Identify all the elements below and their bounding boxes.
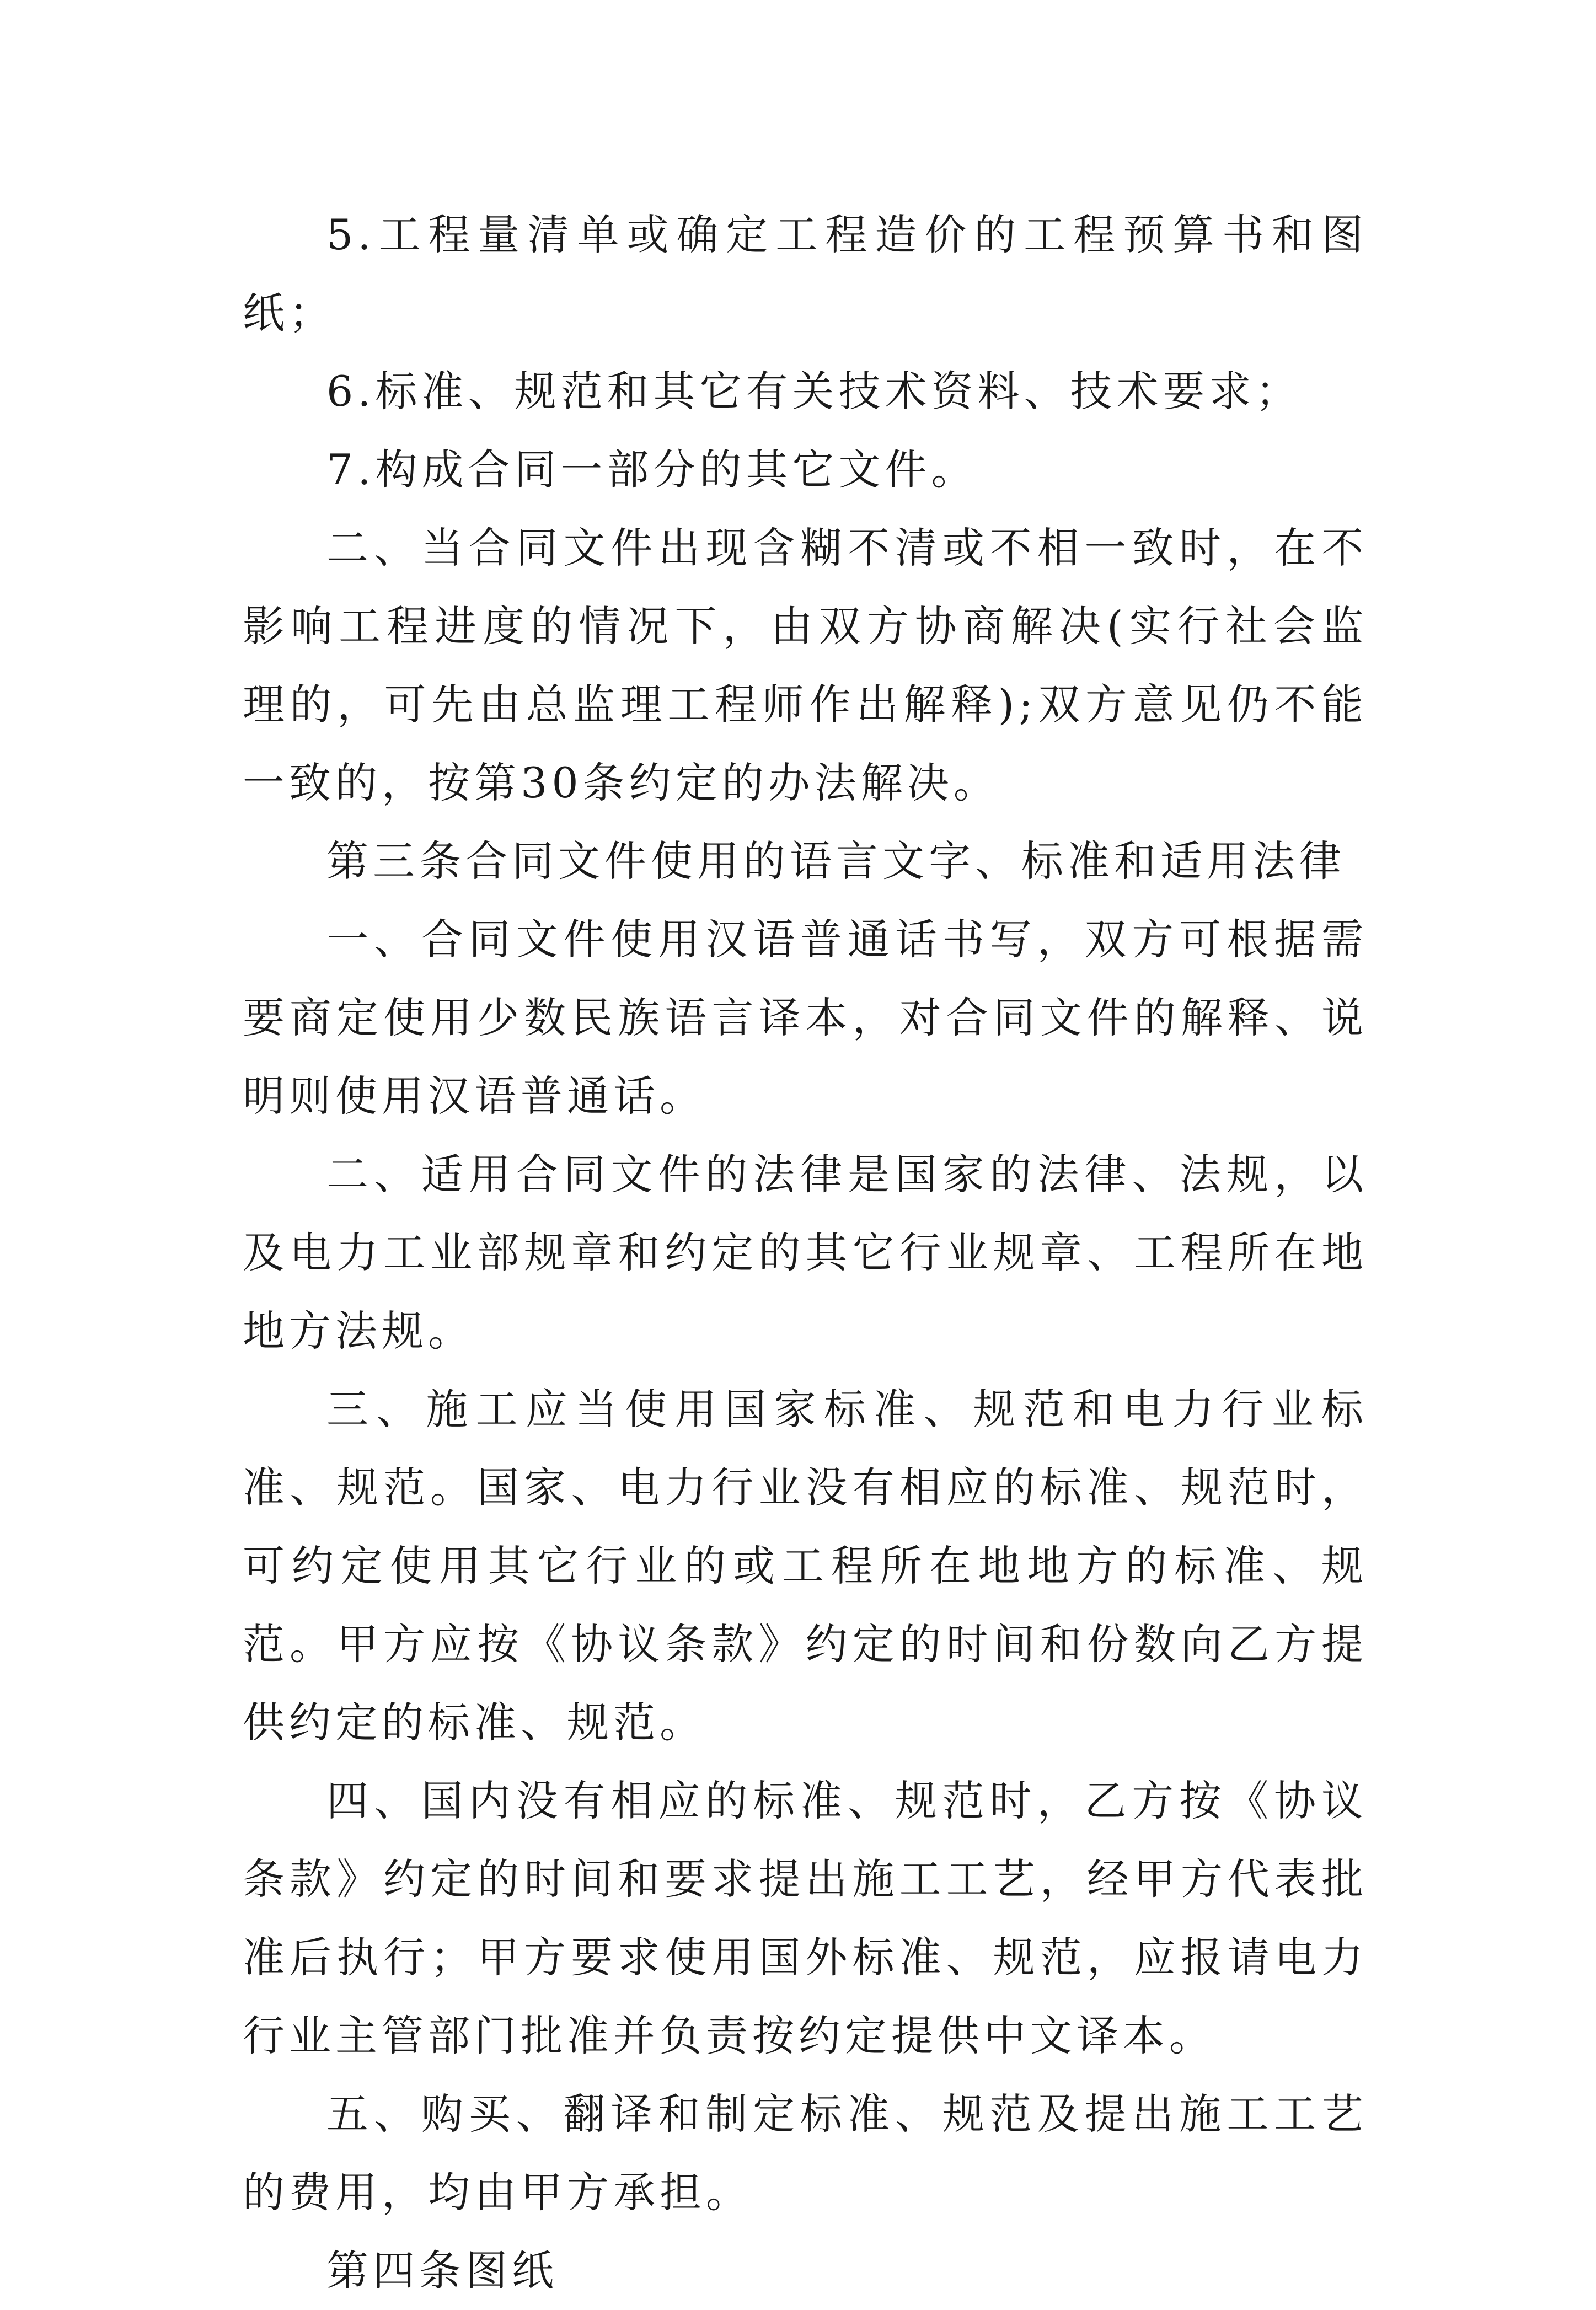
document-body <box>243 196 1368 2310</box>
article-heading-4: 第四条图纸 <box>326 2246 558 2295</box>
clause-paragraph: 一、合同文件使用汉语普通话书写，双方可根据需要商定使用少数民族语言译本，对合同文件的解释、说明则使用汉语普通话。 <box>243 915 1368 1121</box>
clause-paragraph: 四、国内没有相应的标准、规范时，乙方按《协议条款》约定的时间和要求提出施工工艺，经甲方代表批准后执行；甲方要求使用国外标准、规范，应报请电力行业主管部门批准并负责按约定提供中文译本。 <box>243 1776 1368 2060</box>
list-item-5: 5.工程量清单或确定工程造价的工程预算书和图纸； <box>243 210 1368 337</box>
clause-paragraph: 五、购买、翻译和制定标准、规范及提出施工工艺的费用，均由甲方承担。 <box>243 2089 1368 2217</box>
list-item-6: 6.标准、规范和其它有关技术资料、技术要求； <box>326 367 1302 416</box>
list-item-7: 7.构成合同一部分的其它文件。 <box>326 445 978 494</box>
clause-paragraph: 二、适用合同文件的法律是国家的法律、法规，以及电力工业部规章和约定的其它行业规章、工程所在地地方法规。 <box>243 1150 1368 1355</box>
article-heading-3: 第三条合同文件使用的语言文字、标准和适用法律 <box>326 837 1346 886</box>
clause-paragraph: 二、当合同文件出现含糊不清或不相一致时，在不影响工程进度的情况下，由双方协商解决(实行社会监理的，可先由总监理工程师作出解释);双方意见仍不能一致的，按第30条约定的办法解决。 <box>243 523 1368 807</box>
clause-paragraph: 三、施工应当使用国家标准、规范和电力行业标准、规范。国家、电力行业没有相应的标准、规范时，可约定使用其它行业的或工程所在地地方的标准、规范。甲方应按《协议条款》约定的时间和份数向乙方提供约定的标准、规范。 <box>243 1385 1368 1747</box>
